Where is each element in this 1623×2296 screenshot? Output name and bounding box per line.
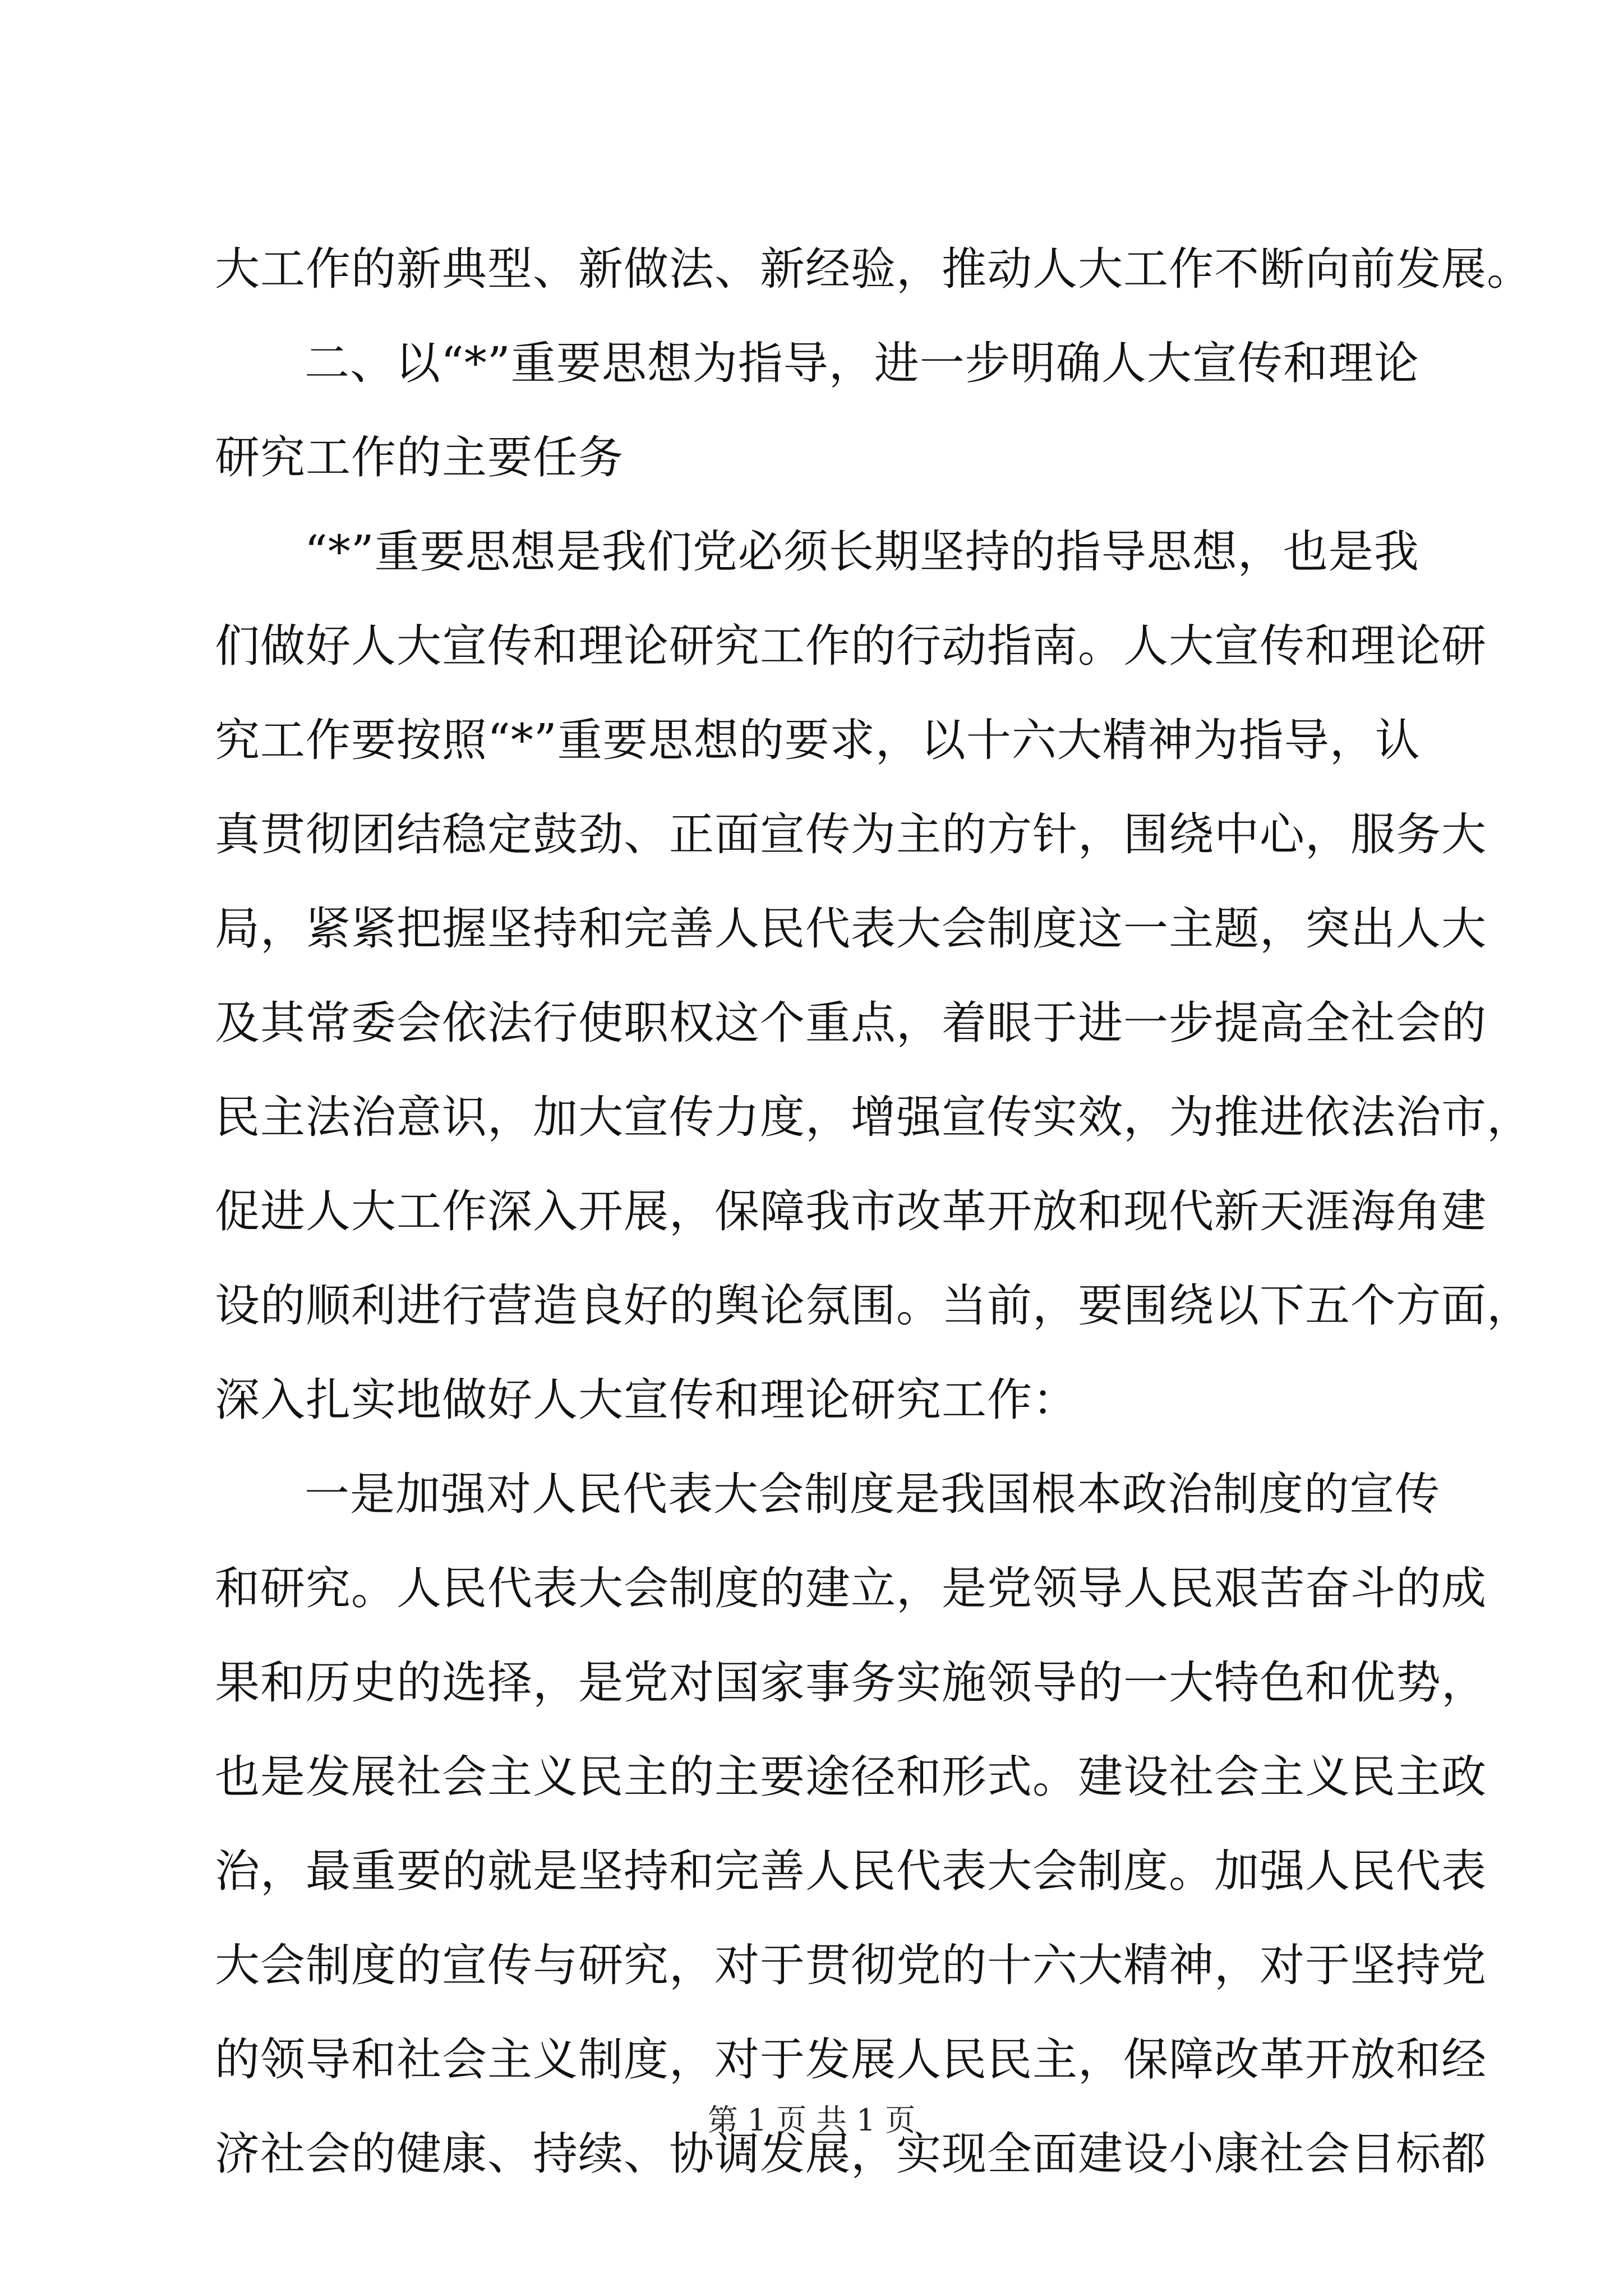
text-line: 及其常委会依法行使职权这个重点，着眼于进一步提高全社会的: [215, 997, 1487, 1049]
text-line: 真贯彻团结稳定鼓劲、正面宣传为主的方针，围绕中心，服务大: [215, 808, 1487, 861]
section-heading-line: 二、以“*”重要思想为指导，进一步明确人大宣传和理论: [305, 337, 1419, 389]
text-line: 们做好人大宣传和理论研究工作的行动指南。人大宣传和理论研: [215, 620, 1487, 672]
text-line: 济社会的健康、持续、协调发展，实现全面建设小康社会目标都: [215, 2128, 1487, 2180]
text-line: 也是发展社会主义民主的主要途径和形式。建设社会主义民主政: [215, 1751, 1487, 1803]
text-line: 究工作要按照“*”重要思想的要求，以十六大精神为指导，认: [215, 714, 1421, 766]
text-line: 民主法治意识，加大宣传力度，增强宣传实效，为推进依法治市，: [215, 1091, 1532, 1143]
text-line: 局，紧紧把握坚持和完善人民代表大会制度这一主题，突出人大: [215, 903, 1487, 955]
text-line: 大会制度的宣传与研究，对于贯彻党的十六大精神，对于坚持党: [215, 1939, 1487, 1991]
page-number-label: 第 1 页 共 1 页: [707, 2102, 916, 2138]
text-line: 促进人大工作深入开展，保障我市改革开放和现代新天涯海角建: [215, 1185, 1487, 1237]
text-line: 深入扎实地做好人大宣传和理论研究工作：: [215, 1374, 1078, 1426]
text-line: 治，最重要的就是坚持和完善人民代表大会制度。加强人民代表: [215, 1845, 1487, 1897]
body-text: [215, 222, 1532, 2201]
page-footer: [0, 2101, 1623, 2140]
text-line: 一是加强对人民代表大会制度是我国根本政治制度的宣传: [305, 1468, 1440, 1520]
text-line: 果和历史的选择，是党对国家事务实施领导的一大特色和优势，: [215, 1657, 1487, 1709]
text-line: 设的顺利进行营造良好的舆论氛围。当前，要围绕以下五个方面，: [215, 1280, 1532, 1332]
text-line: “*”重要思想是我们党必须长期坚持的指导思想，也是我: [305, 526, 1419, 578]
section-heading-line: 研究工作的主要任务: [215, 431, 624, 484]
text-line: 和研究。人民代表大会制度的建立，是党领导人民艰苦奋斗的成: [215, 1562, 1487, 1614]
text-line: 大工作的新典型、新做法、新经验，推动人大工作不断向前发展。: [215, 243, 1532, 295]
text-line: 的领导和社会主义制度，对于发展人民民主，保障改革开放和经: [215, 2033, 1487, 2086]
